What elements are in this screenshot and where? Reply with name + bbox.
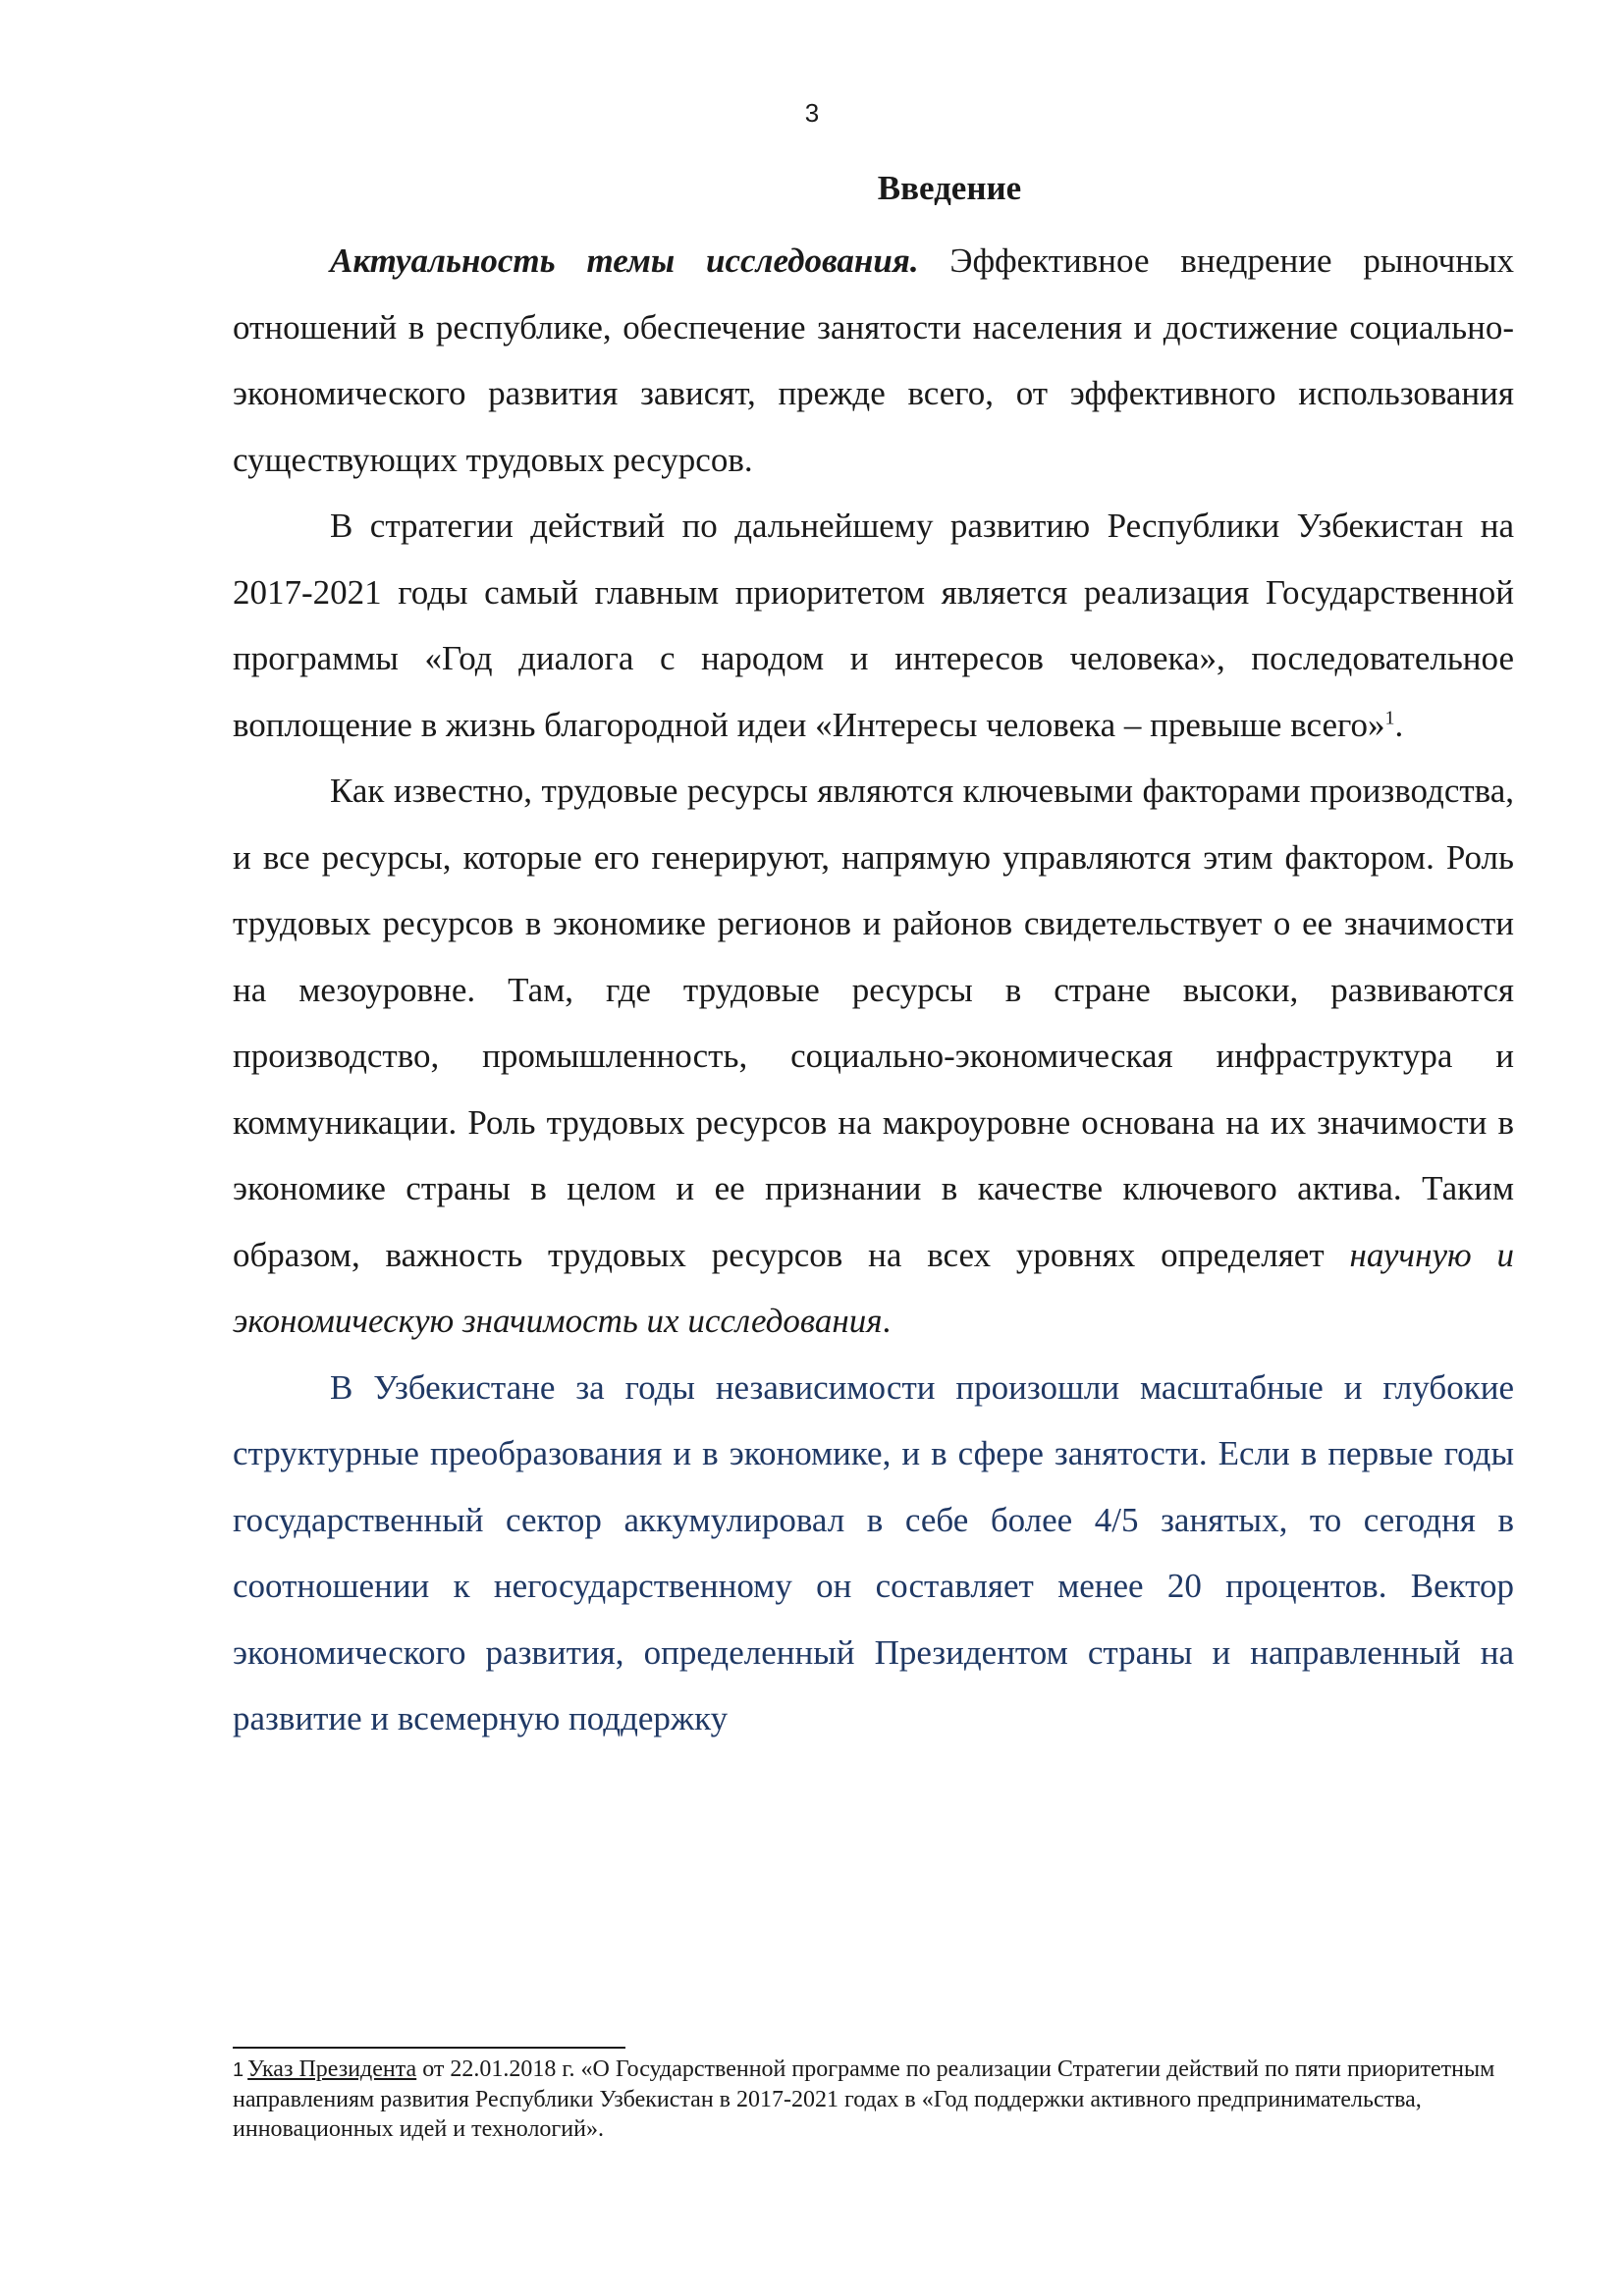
paragraph-uzbekistan [233, 1355, 1514, 1752]
footnote-text: от 22.01.2018 г. «О Государственной программе по реализации Стратегии действий по пяти приоритетным направлениям развития Республики Узбекистан в 2017-2021 годах в «Год поддержки активного предпринимательства, инновационных идей и технологий». [233, 2056, 1495, 2142]
footnote-link[interactable]: Указ Президента [247, 2056, 417, 2082]
paragraph-strategy [233, 493, 1514, 758]
page-number: 3 [804, 98, 820, 128]
footnote-mark: 1 [233, 2059, 244, 2081]
paragraph-text: Как известно, трудовые ресурсы являются ключевыми факторами производства, и все ресурсы, которые его генерируют, напрямую управляются этим фактором. Роль трудовых ресурсов в экономике регионов и районов свидетельствует о ее значимости на мезоуровне. Там, где трудовые ресурсы в стране высоки, развиваются производство, промышленность, социально-экономическая инфраструктура и коммуникации. Роль трудовых ресурсов на макроуровне основана на их значимости в экономике страны в целом и ее признании в качестве ключевого актива. Таким образом, важность трудовых ресурсов на всех уровнях определяет [233, 772, 1514, 1274]
footnote [233, 2055, 1514, 2144]
paragraph-text: Эффективное внедрение рыночных отношений в республике, обеспечение занятости населения и достижение социально-экономического развития зависят, прежде всего, от эффективного использования существующих трудовых ресурсов. [233, 241, 1515, 479]
paragraph-end: . [882, 1302, 892, 1340]
paragraph-end: . [1394, 705, 1404, 744]
footnote-divider [233, 2047, 625, 2049]
paragraph-text: В Узбекистане за годы независимости произошли масштабные и глубокие структурные преобразования и в экономике, и в сфере занятости. Если в первые годы государственный сектор аккумулировал в себе более 4/5 занятых, то сегодня в соотношении к негосударственному он составляет менее 20 процентов. Вектор экономического развития, определенный Президентом страны и направленный на развитие и всемерную поддержку [233, 1367, 1514, 1737]
footnote-reference[interactable]: 1 [1384, 706, 1395, 728]
paragraph-labor-resources [233, 758, 1514, 1355]
section-heading: Введение [877, 169, 1022, 207]
paragraph-lead: Актуальность темы исследования. [330, 241, 919, 280]
paragraph-emphasis: научную и экономическую значимость их исследования [233, 1235, 1514, 1340]
paragraph-text: В стратегии действий по дальнейшему развитию Республики Узбекистан на 2017-2021 годы самый главным приоритетом является реализация Государственной программы «Год диалога с народом и интересов человека», последовательное воплощение в жизнь благородной идеи «Интересы человека – превыше всего» [233, 507, 1514, 744]
body-text [233, 228, 1514, 1752]
paragraph-relevance [233, 228, 1514, 493]
